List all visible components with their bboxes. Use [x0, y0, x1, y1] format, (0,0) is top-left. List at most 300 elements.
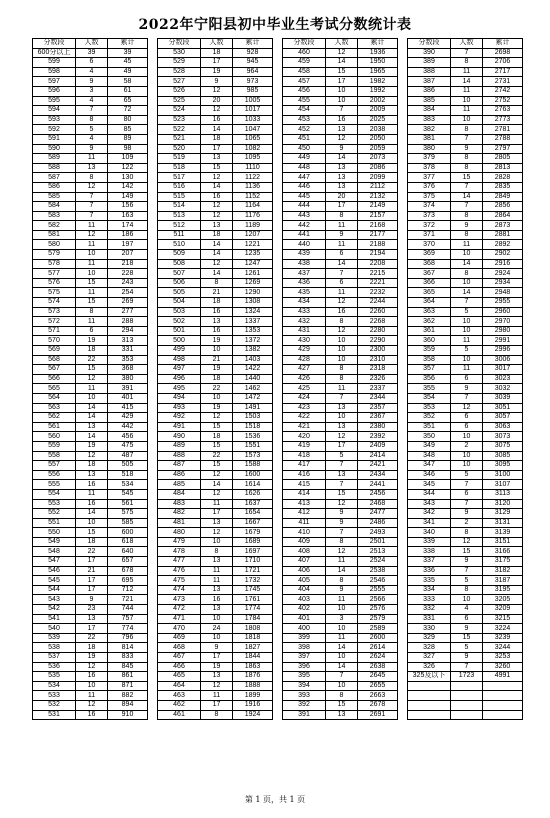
count-cell: 5	[451, 576, 483, 586]
score-range-cell: 507	[158, 269, 201, 279]
cumulative-cell: 1261	[233, 269, 273, 279]
table-row	[158, 250, 273, 260]
table-row	[283, 211, 398, 221]
score-range-cell: 364	[408, 298, 451, 308]
cumulative-cell: 1372	[233, 336, 273, 346]
table-row	[33, 173, 148, 183]
table-row	[408, 86, 523, 96]
score-range-cell: 462	[158, 700, 201, 710]
table-row	[408, 115, 523, 125]
table-row	[33, 86, 148, 96]
cumulative-cell: 1122	[233, 173, 273, 183]
score-range-cell: 362	[408, 317, 451, 327]
count-cell: 18	[201, 432, 233, 442]
table-row	[408, 605, 523, 615]
cumulative-cell: 2310	[358, 355, 398, 365]
score-range-cell: 427	[283, 365, 326, 375]
table-row	[158, 441, 273, 451]
cumulative-cell: 186	[108, 230, 148, 240]
count-cell: 11	[76, 259, 108, 269]
table-row	[408, 393, 523, 403]
table-row	[158, 182, 273, 192]
count-cell: 16	[76, 672, 108, 682]
table-row	[33, 518, 148, 528]
cumulative-cell: 3205	[483, 595, 523, 605]
table-row	[158, 528, 273, 538]
table-row	[408, 182, 523, 192]
cumulative-cell: 313	[108, 336, 148, 346]
table-row	[158, 624, 273, 634]
cumulative-cell: 1176	[233, 211, 273, 221]
score-range-cell: 352	[408, 413, 451, 423]
score-range-cell: 366	[408, 278, 451, 288]
cumulative-cell: 1626	[233, 489, 273, 499]
count-cell: 22	[76, 547, 108, 557]
table-row	[283, 624, 398, 634]
score-range-cell: 424	[283, 393, 326, 403]
count-cell: 7	[451, 202, 483, 212]
score-range-cell: 530	[158, 48, 201, 58]
count-cell: 9	[451, 384, 483, 394]
table-row	[33, 499, 148, 509]
score-range-cell: 578	[33, 259, 76, 269]
table-row	[158, 710, 273, 720]
cumulative-cell: 3182	[483, 566, 523, 576]
table-row	[283, 173, 398, 183]
table-row	[408, 250, 523, 260]
table-row	[408, 384, 523, 394]
score-range-cell: 339	[408, 537, 451, 547]
count-cell: 9	[451, 624, 483, 634]
cumulative-cell: 2392	[358, 432, 398, 442]
score-range-cell: 544	[33, 585, 76, 595]
cumulative-cell: 2731	[483, 77, 523, 87]
score-table-2	[157, 38, 273, 720]
score-range-cell: 393	[283, 691, 326, 701]
table-row	[33, 163, 148, 173]
cumulative-cell: 2268	[358, 317, 398, 327]
score-range-cell: 337	[408, 557, 451, 567]
score-range-cell: 386	[408, 86, 451, 96]
score-range-cell: 411	[283, 518, 326, 528]
cumulative-cell: 1808	[233, 624, 273, 634]
score-range-cell: 562	[33, 413, 76, 423]
table-row	[408, 528, 523, 538]
count-cell: 9	[76, 595, 108, 605]
count-cell: 17	[76, 576, 108, 586]
count-cell: 12	[76, 700, 108, 710]
count-cell: 10	[201, 393, 233, 403]
score-range-cell: 394	[283, 681, 326, 691]
count-cell: 9	[451, 653, 483, 663]
count-cell: 16	[76, 499, 108, 509]
count-cell: 12	[201, 86, 233, 96]
cumulative-cell: 2326	[358, 374, 398, 384]
table-row	[158, 393, 273, 403]
cumulative-cell: 2924	[483, 269, 523, 279]
table-row	[408, 480, 523, 490]
score-range-cell: 558	[33, 451, 76, 461]
table-row	[283, 96, 398, 106]
score-range-cell: 510	[158, 240, 201, 250]
count-cell: 15	[201, 441, 233, 451]
count-cell: 9	[451, 509, 483, 519]
score-range-cell: 523	[158, 115, 201, 125]
count-cell: 16	[201, 115, 233, 125]
count-cell: 17	[201, 509, 233, 519]
score-range-cell: 579	[33, 250, 76, 260]
score-range-cell: 430	[283, 336, 326, 346]
cumulative-cell: 3063	[483, 422, 523, 432]
count-cell: 13	[326, 710, 358, 720]
count-cell: 11	[76, 384, 108, 394]
score-range-cell: 351	[408, 422, 451, 432]
score-table-1	[32, 38, 148, 720]
cumulative-cell: 2300	[358, 346, 398, 356]
cumulative-cell: 1965	[358, 67, 398, 77]
cumulative-cell: 2168	[358, 221, 398, 231]
score-range-cell: 560	[33, 432, 76, 442]
table-row	[158, 451, 273, 461]
count-cell: 15	[76, 298, 108, 308]
count-cell: 8	[326, 576, 358, 586]
count-cell: 13	[201, 557, 233, 567]
score-range-cell: 460	[283, 48, 326, 58]
cumulative-cell: 545	[108, 489, 148, 499]
score-range-cell: 466	[158, 662, 201, 672]
cumulative-cell: 695	[108, 576, 148, 586]
table-row	[33, 547, 148, 557]
table-row	[158, 154, 273, 164]
cumulative-cell: 2589	[358, 624, 398, 634]
score-range-cell: 343	[408, 499, 451, 509]
cumulative-cell: 2781	[483, 125, 523, 135]
table-row	[158, 317, 273, 327]
score-range-cell: 408	[283, 547, 326, 557]
cumulative-cell: 518	[108, 470, 148, 480]
score-range-cell: 434	[283, 298, 326, 308]
table-row	[408, 700, 523, 710]
score-range-cell: 379	[408, 154, 451, 164]
count-cell: 14	[76, 509, 108, 519]
score-range-cell: 383	[408, 115, 451, 125]
count-cell: 16	[201, 326, 233, 336]
count-cell: 8	[451, 163, 483, 173]
score-range-cell: 477	[158, 557, 201, 567]
count-cell: 11	[326, 221, 358, 231]
score-range-cell: 593	[33, 115, 76, 125]
table-row	[283, 317, 398, 327]
table-row	[283, 499, 398, 509]
table-row	[283, 489, 398, 499]
count-cell: 11	[326, 557, 358, 567]
count-cell: 8	[201, 710, 233, 720]
score-range-cell: 533	[33, 691, 76, 701]
cumulative-cell: 2614	[358, 643, 398, 653]
count-cell: 12	[76, 374, 108, 384]
count-cell: 14	[451, 288, 483, 298]
table-row	[283, 240, 398, 250]
table-row	[33, 374, 148, 384]
score-range-cell: 520	[158, 144, 201, 154]
score-range-cell: 392	[283, 700, 326, 710]
table-row	[408, 192, 523, 202]
score-range-cell: 572	[33, 317, 76, 327]
table-row	[408, 566, 523, 576]
cumulative-cell: 1164	[233, 202, 273, 212]
score-range-cell: 594	[33, 106, 76, 116]
count-cell: 6	[76, 326, 108, 336]
score-range-cell: 561	[33, 422, 76, 432]
table-row	[158, 86, 273, 96]
table-row	[33, 67, 148, 77]
header-cumulative: 累计	[358, 39, 398, 49]
count-cell: 15	[76, 528, 108, 538]
cumulative-cell: 2955	[483, 298, 523, 308]
score-range-cell: 542	[33, 605, 76, 615]
table-row	[33, 336, 148, 346]
table-row	[33, 605, 148, 615]
table-row	[283, 374, 398, 384]
table-row	[283, 269, 398, 279]
table-row	[283, 509, 398, 519]
score-range-cell: 330	[408, 624, 451, 634]
score-range-cell: 327	[408, 653, 451, 663]
table-row	[283, 163, 398, 173]
count-cell: 5	[76, 125, 108, 135]
count-cell: 13	[201, 317, 233, 327]
cumulative-cell: 218	[108, 259, 148, 269]
table-row	[33, 691, 148, 701]
score-range-cell: 513	[158, 211, 201, 221]
score-range-cell: 419	[283, 441, 326, 451]
cumulative-cell: 1422	[233, 365, 273, 375]
count-cell: 5	[451, 346, 483, 356]
count-cell: 15	[76, 365, 108, 375]
count-cell: 8	[451, 230, 483, 240]
score-range-cell	[408, 710, 451, 720]
count-cell: 9	[451, 221, 483, 231]
score-range-cell: 590	[33, 144, 76, 154]
count-cell: 10	[326, 355, 358, 365]
cumulative-cell: 2002	[358, 96, 398, 106]
cumulative-cell: 1503	[233, 413, 273, 423]
cumulative-cell: 910	[108, 710, 148, 720]
cumulative-cell: 2763	[483, 106, 523, 116]
table-row	[158, 230, 273, 240]
table-row	[408, 614, 523, 624]
table-row	[408, 106, 523, 116]
cumulative-cell: 1403	[233, 355, 273, 365]
count-cell: 9	[201, 643, 233, 653]
table-row	[33, 451, 148, 461]
score-range-cell: 577	[33, 269, 76, 279]
score-range-cell: 332	[408, 605, 451, 615]
count-cell: 10	[451, 317, 483, 327]
cumulative-cell	[483, 710, 523, 720]
cumulative-cell: 294	[108, 326, 148, 336]
table-row	[283, 633, 398, 643]
score-range-cell: 480	[158, 528, 201, 538]
count-cell: 13	[76, 614, 108, 624]
count-cell: 24	[201, 624, 233, 634]
cumulative-cell: 2856	[483, 202, 523, 212]
table-row	[158, 115, 273, 125]
table-row	[408, 691, 523, 701]
table-row	[33, 154, 148, 164]
table-row	[33, 653, 148, 663]
score-range-cell: 433	[283, 307, 326, 317]
count-cell: 12	[76, 451, 108, 461]
count-cell: 12	[451, 537, 483, 547]
score-range-cell: 569	[33, 346, 76, 356]
score-range-cell: 472	[158, 605, 201, 615]
count-cell: 17	[76, 585, 108, 595]
cumulative-cell: 2456	[358, 489, 398, 499]
table-row	[283, 643, 398, 653]
score-range-cell: 329	[408, 633, 451, 643]
table-row	[33, 58, 148, 68]
count-cell: 10	[201, 346, 233, 356]
count-cell: 7	[326, 269, 358, 279]
score-range-cell: 437	[283, 269, 326, 279]
count-cell: 7	[326, 528, 358, 538]
count-cell: 17	[326, 202, 358, 212]
cumulative-cell: 2524	[358, 557, 398, 567]
table-row	[408, 518, 523, 528]
cumulative-cell: 2208	[358, 259, 398, 269]
table-row	[33, 432, 148, 442]
cumulative-cell: 2409	[358, 441, 398, 451]
count-cell: 17	[76, 557, 108, 567]
cumulative-cell: 2177	[358, 230, 398, 240]
cumulative-cell: 2960	[483, 307, 523, 317]
count-cell: 10	[451, 326, 483, 336]
count-cell: 13	[76, 470, 108, 480]
score-range-cell: 490	[158, 432, 201, 442]
table-row	[408, 489, 523, 499]
score-range-cell: 599	[33, 58, 76, 68]
cumulative-cell: 657	[108, 557, 148, 567]
score-range-cell: 435	[283, 288, 326, 298]
count-cell: 8	[451, 528, 483, 538]
score-range-cell: 552	[33, 509, 76, 519]
score-range-cell: 397	[283, 653, 326, 663]
score-range-cell: 410	[283, 528, 326, 538]
table-row	[408, 269, 523, 279]
table-row	[158, 269, 273, 279]
score-range-cell: 380	[408, 144, 451, 154]
table-row	[283, 691, 398, 701]
score-range-cell: 457	[283, 77, 326, 87]
score-range-cell: 458	[283, 67, 326, 77]
score-range-cell: 535	[33, 672, 76, 682]
score-range-cell: 365	[408, 288, 451, 298]
count-cell: 10	[451, 595, 483, 605]
count-cell: 7	[451, 662, 483, 672]
score-range-cell: 372	[408, 221, 451, 231]
count-cell: 14	[76, 403, 108, 413]
cumulative-cell: 1697	[233, 547, 273, 557]
cumulative-cell: 2663	[358, 691, 398, 701]
table-row	[33, 681, 148, 691]
table-header-row	[283, 39, 398, 49]
count-cell: 9	[201, 77, 233, 87]
table-row	[408, 288, 523, 298]
count-cell: 22	[201, 451, 233, 461]
cumulative-cell: 1095	[233, 154, 273, 164]
count-cell: 15	[451, 173, 483, 183]
count-cell: 14	[76, 432, 108, 442]
score-range-cell: 417	[283, 461, 326, 471]
cumulative-cell: 871	[108, 681, 148, 691]
count-cell: 8	[451, 154, 483, 164]
cumulative-cell: 1518	[233, 422, 273, 432]
cumulative-cell: 207	[108, 250, 148, 260]
cumulative-cell: 3239	[483, 633, 523, 643]
cumulative-cell: 429	[108, 413, 148, 423]
score-range-cell: 416	[283, 470, 326, 480]
count-cell: 18	[76, 461, 108, 471]
score-range-cell: 412	[283, 509, 326, 519]
count-cell: 11	[76, 489, 108, 499]
score-range-cell: 358	[408, 355, 451, 365]
score-range-cell: 494	[158, 393, 201, 403]
score-range-cell: 504	[158, 298, 201, 308]
score-range-cell: 528	[158, 67, 201, 77]
count-cell: 12	[326, 499, 358, 509]
table-row	[408, 77, 523, 87]
score-range-cell: 451	[283, 134, 326, 144]
table-row	[408, 653, 523, 663]
cumulative-cell: 585	[108, 518, 148, 528]
table-row	[408, 144, 523, 154]
score-range-cell: 399	[283, 633, 326, 643]
cumulative-cell: 2600	[358, 633, 398, 643]
count-cell: 13	[201, 605, 233, 615]
score-range-cell: 440	[283, 240, 326, 250]
score-range-cell: 545	[33, 576, 76, 586]
cumulative-cell: 2367	[358, 413, 398, 423]
cumulative-cell: 2991	[483, 336, 523, 346]
score-range-cell: 586	[33, 182, 76, 192]
score-range-cell: 557	[33, 461, 76, 471]
score-range-cell: 447	[283, 173, 326, 183]
cumulative-cell: 3175	[483, 557, 523, 567]
cumulative-cell: 2380	[358, 422, 398, 432]
cumulative-cell: 2566	[358, 595, 398, 605]
count-cell	[451, 700, 483, 710]
table-row	[283, 182, 398, 192]
score-range-cell: 473	[158, 595, 201, 605]
cumulative-cell: 3023	[483, 374, 523, 384]
score-range-cell: 421	[283, 422, 326, 432]
table-row	[408, 230, 523, 240]
cumulative-cell: 1235	[233, 250, 273, 260]
cumulative-cell: 2421	[358, 461, 398, 471]
count-cell: 18	[201, 134, 233, 144]
score-range-cell: 585	[33, 192, 76, 202]
cumulative-cell: 475	[108, 441, 148, 451]
table-row	[158, 211, 273, 221]
score-range-cell: 598	[33, 67, 76, 77]
score-range-cell: 341	[408, 518, 451, 528]
table-row	[33, 48, 148, 58]
cumulative-cell: 1679	[233, 528, 273, 538]
count-cell: 19	[201, 662, 233, 672]
cumulative-cell: 2717	[483, 67, 523, 77]
count-cell: 10	[201, 537, 233, 547]
